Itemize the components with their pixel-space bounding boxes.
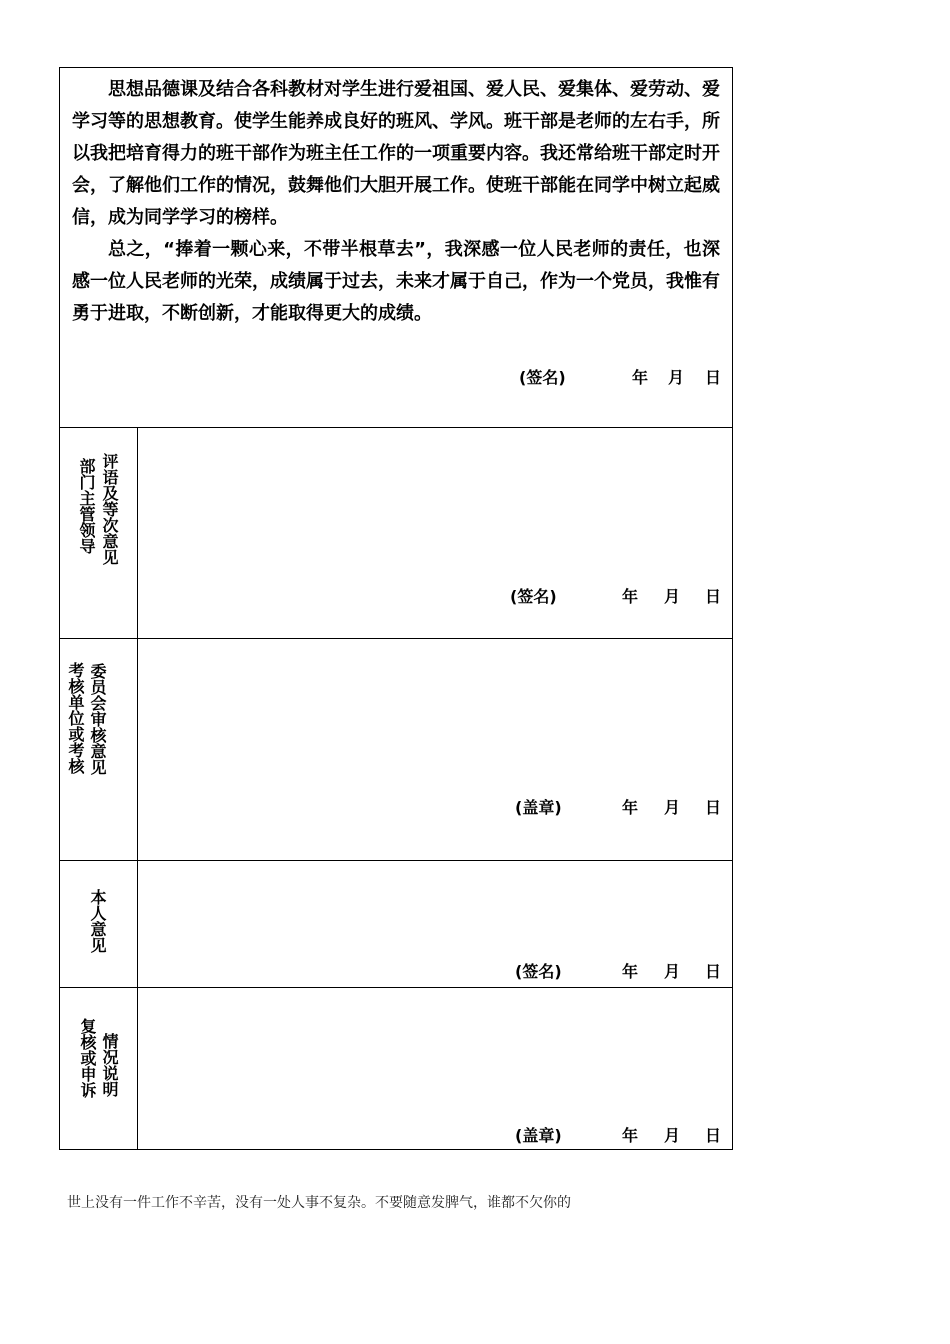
day-label: 日: [705, 962, 722, 981]
sign-label: (签名): [519, 368, 566, 387]
year-label: 年: [622, 798, 639, 817]
label-column-2: 情况说明: [100, 1033, 119, 1097]
month-label: 月: [664, 962, 681, 981]
sign-label: (签名): [515, 962, 562, 981]
month-label: 月: [668, 368, 685, 387]
sign-line: [58, 959, 732, 979]
section-label-cell: [60, 428, 138, 638]
label-column-1: 部门主管领导: [77, 458, 96, 554]
essay-paragraph-2: 总之，“捧着一颗心来，不带半根草去”，我深感一位人民老师的责任，也深感一位人民老师的光荣，成绩属于过去，未来才属于自己，作为一个党员，我惟有勇于进取，不断创新，才能取得更大的成绩。: [72, 239, 720, 324]
label-column-1: 本人意见: [88, 889, 107, 953]
supervisor-comment-section: [60, 427, 732, 638]
personal-opinion-section: [60, 860, 732, 987]
footer-note: 世上没有一件工作不辛苦，没有一处人事不复杂。不要随意发脾气，谁都不欠你的: [67, 1195, 571, 1211]
day-label: 日: [705, 798, 722, 817]
label-column-2: 评语及等次意见: [100, 453, 119, 565]
year-label: 年: [622, 962, 639, 981]
day-label: 日: [705, 587, 722, 606]
sign-label: (盖章): [515, 798, 562, 817]
month-label: 月: [664, 798, 681, 817]
sign-label: (签名): [510, 587, 557, 606]
sign-line: [58, 1123, 732, 1143]
committee-review-section: [60, 638, 732, 860]
year-label: 年: [622, 1126, 639, 1145]
section-label-cell: [60, 639, 138, 860]
self-summary-section: [60, 68, 732, 427]
essay-paragraph-1: 思想品德课及结合各科教材对学生进行爱祖国、爱人民、爱集体、爱劳动、爱学习等的思想教育。使学生能养成良好的班风、学风。班干部是老师的左右手，所以我把培育得力的班干部作为班主任工作的一项重要内容。我还常给班干部定时开会，了解他们工作的情况，鼓舞他们大胆开展工作。使班干部能在同学中树立起威信，成为同学学习的榜样。: [72, 79, 720, 228]
year-label: 年: [632, 368, 649, 387]
day-label: 日: [705, 368, 722, 387]
appraisal-form: [59, 67, 733, 1150]
label-column-2: 委员会审核意见: [88, 663, 107, 775]
day-label: 日: [705, 1126, 722, 1145]
label-column-1: 复核或申诉: [78, 1018, 97, 1098]
label-column-1: 考核单位或考核: [66, 662, 85, 774]
essay-sign-line: [58, 362, 732, 387]
month-label: 月: [664, 587, 681, 606]
month-label: 月: [664, 1126, 681, 1145]
year-label: 年: [622, 587, 639, 606]
sign-label: (盖章): [515, 1126, 562, 1145]
review-appeal-section: [60, 987, 732, 1149]
sign-line: [58, 795, 732, 815]
sign-line: [58, 584, 732, 604]
